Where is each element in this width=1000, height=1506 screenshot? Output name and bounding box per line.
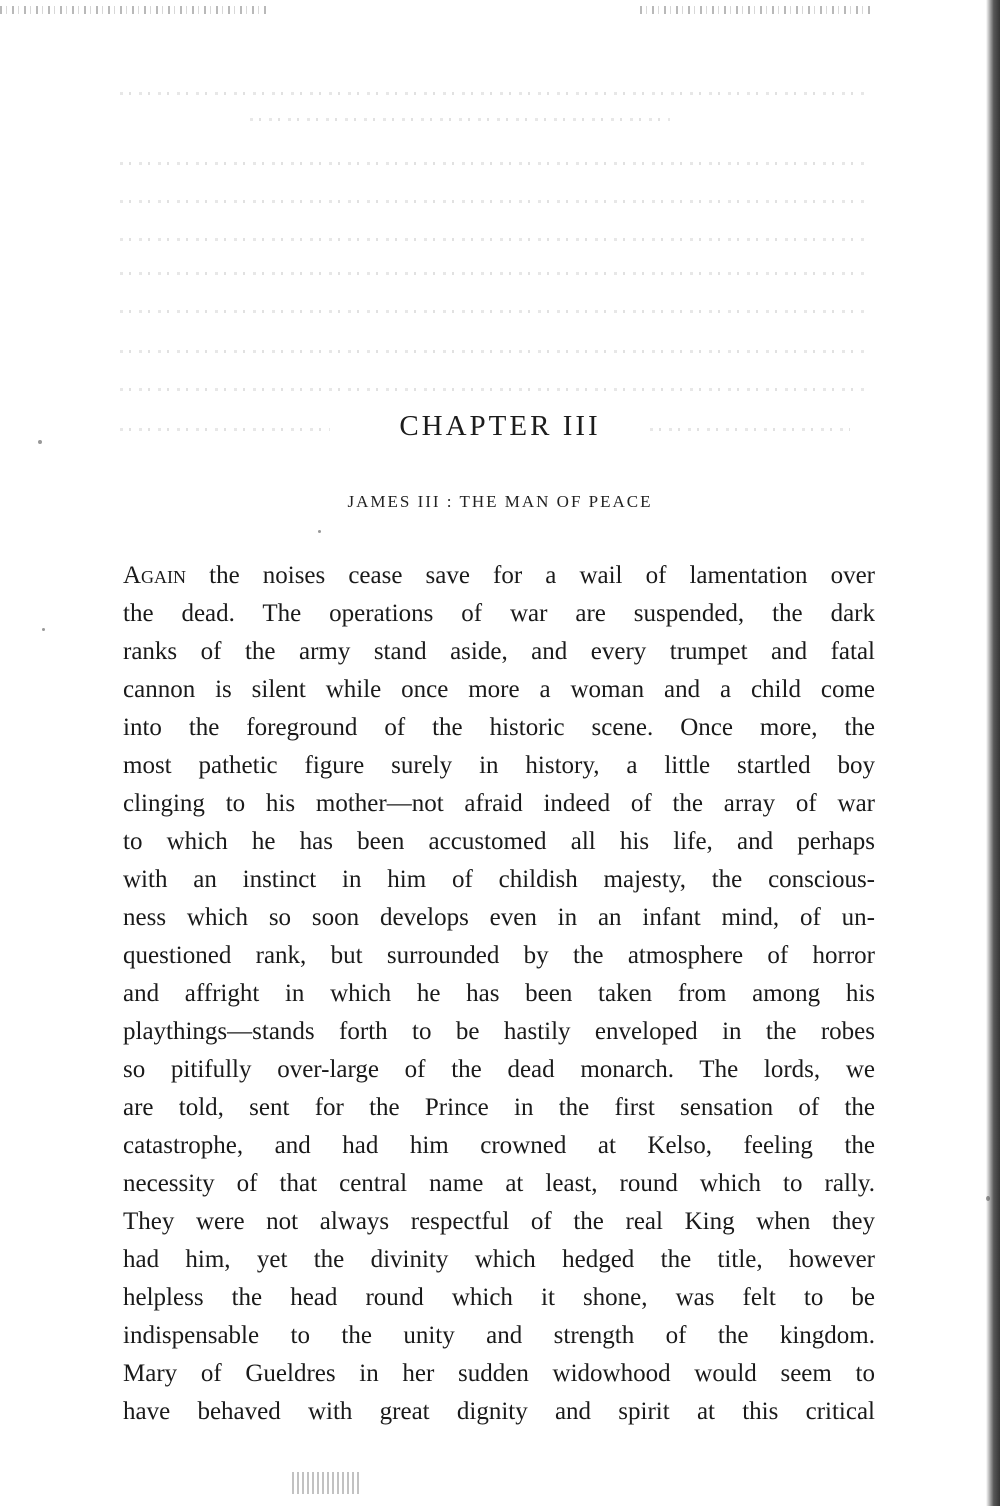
bleed-through-line (120, 238, 870, 241)
text-line: playthings—stands forth to be hastily enveloped in the robes (123, 1018, 875, 1045)
chapter-subtitle: JAMES III : THE MAN OF PEACE (347, 492, 653, 511)
ink-speck (42, 628, 45, 631)
text-line: the dead. The operations of war are suspended, the dark (123, 600, 875, 627)
text-line: with an instinct in him of childish majesty, the conscious- (123, 866, 875, 893)
text-line: helpless the head round which it shone, was felt to be (123, 1284, 875, 1311)
top-left-print-noise (0, 6, 270, 14)
text-line: have behaved with great dignity and spirit at this critical (123, 1398, 875, 1425)
text-line: and affright in which he has been taken from among his (123, 980, 875, 1007)
bleed-through-line (120, 162, 870, 165)
chapter-title: CHAPTER III (399, 410, 601, 442)
text-line: cannon is silent while once more a woman and a child come (123, 676, 875, 703)
text-line: necessity of that central name at least, round which to rally. (123, 1170, 875, 1197)
bottom-print-mark (292, 1472, 362, 1494)
ink-speck (986, 1196, 990, 1201)
text-line: clinging to his mother—not afraid indeed of the array of war (123, 790, 875, 817)
text-line: so pitifully over-large of the dead monarch. The lords, we (123, 1056, 875, 1083)
text-line: are told, sent for the Prince in the first sensation of the (123, 1094, 875, 1121)
text-line: Again the noises cease save for a wail of lamentation over (123, 562, 875, 589)
text-line: had him, yet the divinity which hedged the title, however (123, 1246, 875, 1273)
bleed-through-line (120, 272, 870, 275)
text-line: catastrophe, and had him crowned at Kelso, feeling the (123, 1132, 875, 1159)
bleed-through-line (120, 310, 870, 313)
ink-speck (318, 530, 321, 533)
page-edge-shadow (986, 0, 1000, 1506)
text-line: most pathetic figure surely in history, a little startled boy (123, 752, 875, 779)
text-line: into the foreground of the historic scene. Once more, the (123, 714, 875, 741)
text-line: ness which so soon develops even in an infant mind, of un- (123, 904, 875, 931)
body-text (123, 557, 875, 1431)
text-line: ranks of the army stand aside, and every trumpet and fatal (123, 638, 875, 665)
text-line: questioned rank, but surrounded by the atmosphere of horror (123, 942, 875, 969)
bleed-through-line (120, 92, 870, 95)
text-line: to which he has been accustomed all his life, and perhaps (123, 828, 875, 855)
bleed-through-line (120, 200, 870, 203)
bleed-through-line (120, 350, 870, 353)
text-line: They were not always respectful of the real King when they (123, 1208, 875, 1235)
text-line: Mary of Gueldres in her sudden widowhood would seem to (123, 1360, 875, 1387)
top-right-print-noise (640, 6, 870, 14)
lead-word: Again (123, 562, 187, 589)
text-line: indispensable to the unity and strength of the kingdom. (123, 1322, 875, 1349)
bleed-through-line (250, 118, 670, 121)
bleed-through-line (120, 388, 870, 391)
